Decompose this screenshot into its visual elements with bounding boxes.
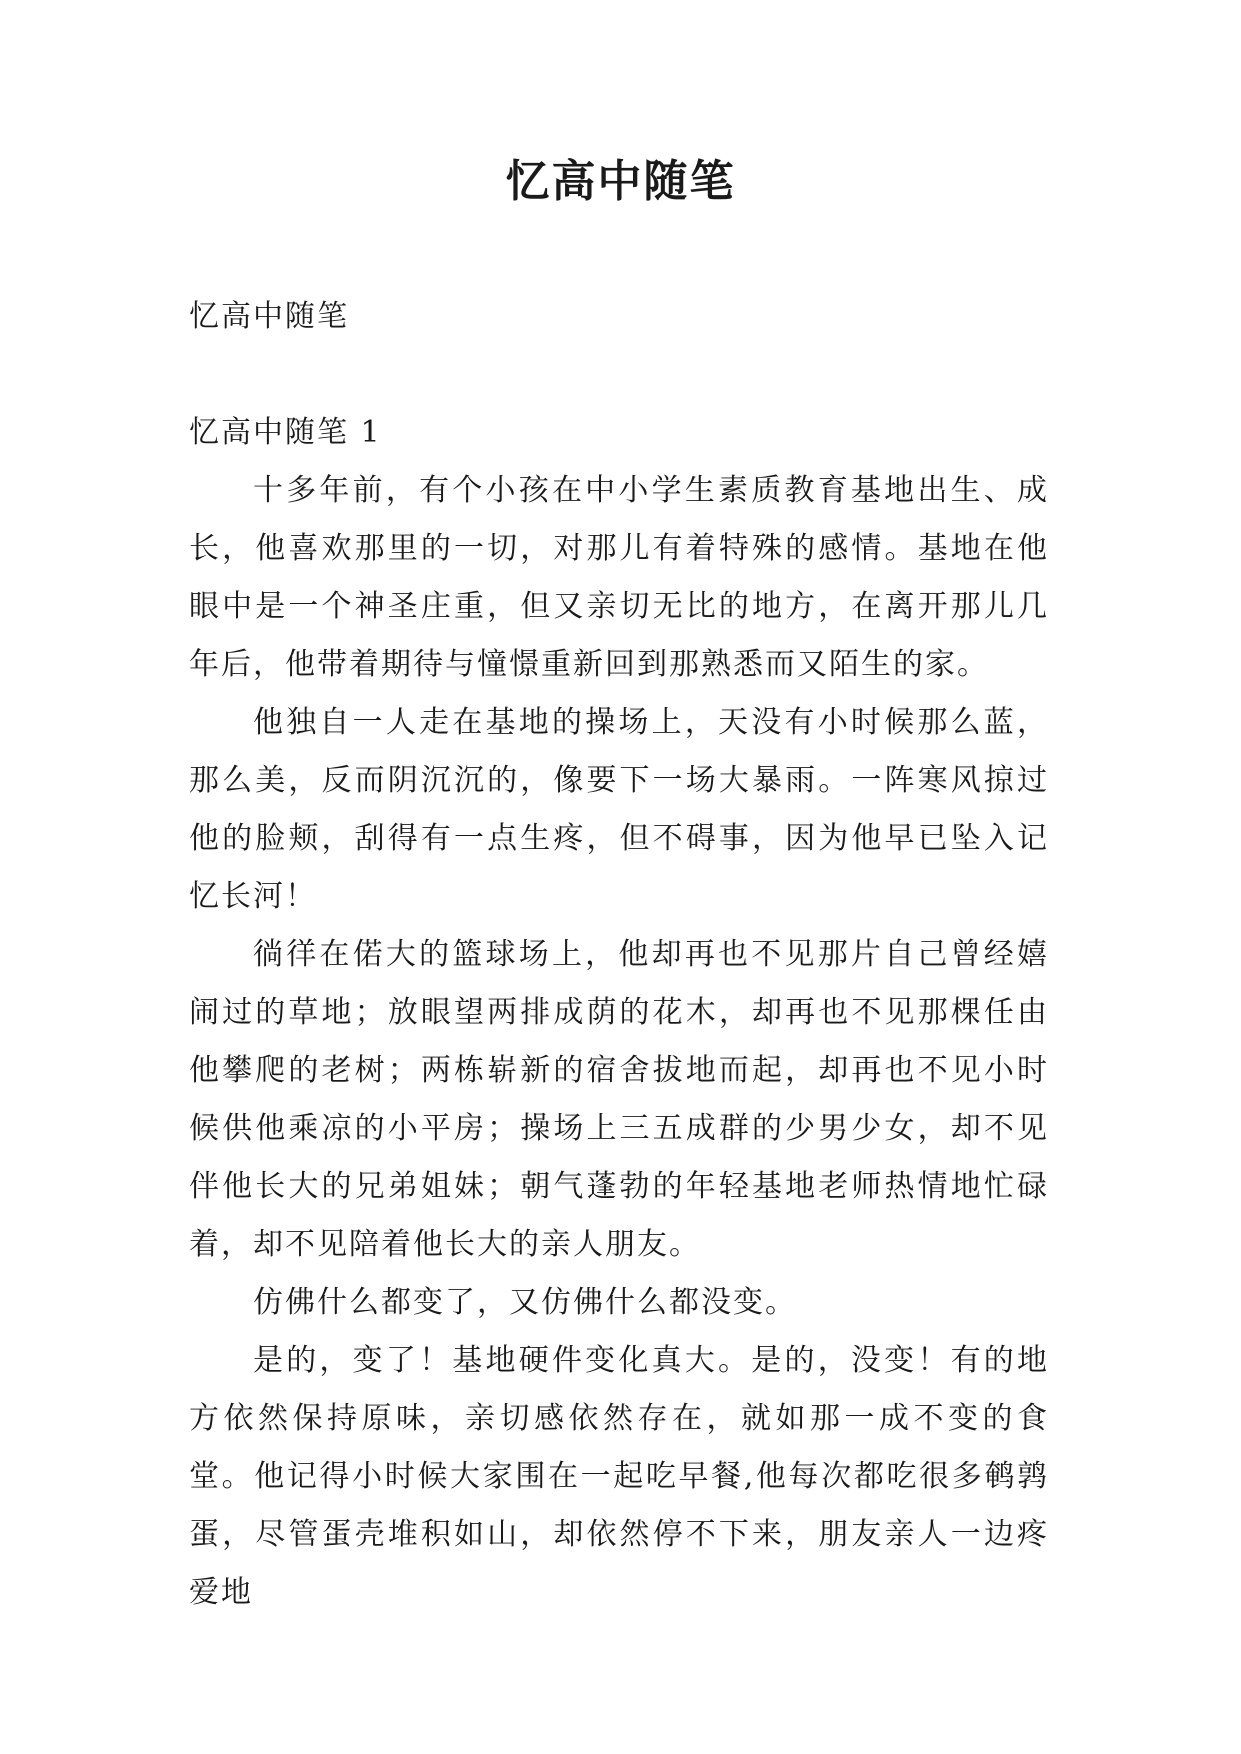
- paragraph-2: 他独自一人走在基地的操场上，天没有小时候那么蓝，那么美，反而阴沉沉的，像要下一场大暴雨。一阵寒风掠过他的脸颊，刮得有一点生疼，但不碍事，因为他早已坠入记忆长河！: [189, 705, 1049, 914]
- document-title: 忆高中随笔: [505, 156, 736, 207]
- paragraph-4: 仿佛什么都变了，又仿佛什么都没变。: [253, 1285, 797, 1320]
- paragraph-3: 徜徉在偌大的篮球场上，他却再也不见那片自己曾经嬉闹过的草地；放眼望两排成荫的花木，却再也不见那棵任由他攀爬的老树；两栋崭新的宿舍拔地而起，却再也不见小时候供他乘凉的小平房；操场上三五成群的少男少女，却不见伴他长大的兄弟姐妹；朝气蓬勃的年轻基地老师热情地忙碌着，却不见陪着他长大的亲人朋友。: [189, 937, 1049, 1262]
- paragraph-5: 是的，变了！基地硬件变化真大。是的，没变！有的地方依然保持原味，亲切感依然存在，就如那一成不变的食堂。他记得小时候大家围在一起吃早餐,他每次都吃很多鹌鹑蛋，尽管蛋壳堆积如山，却依然停不下来，朋友亲人一边疼爱地: [189, 1343, 1049, 1610]
- paragraph-1: 十多年前，有个小孩在中小学生素质教育基地出生、成长，他喜欢那里的一切，对那儿有着特殊的感情。基地在他眼中是一个神圣庄重，但又亲切无比的地方，在离开那儿几年后，他带着期待与憧憬重新回到那熟悉而又陌生的家。: [189, 473, 1049, 682]
- document-body: [189, 462, 1049, 1622]
- document-subtitle: 忆高中随笔: [189, 299, 349, 334]
- section-heading: 忆高中随笔 1: [189, 415, 382, 450]
